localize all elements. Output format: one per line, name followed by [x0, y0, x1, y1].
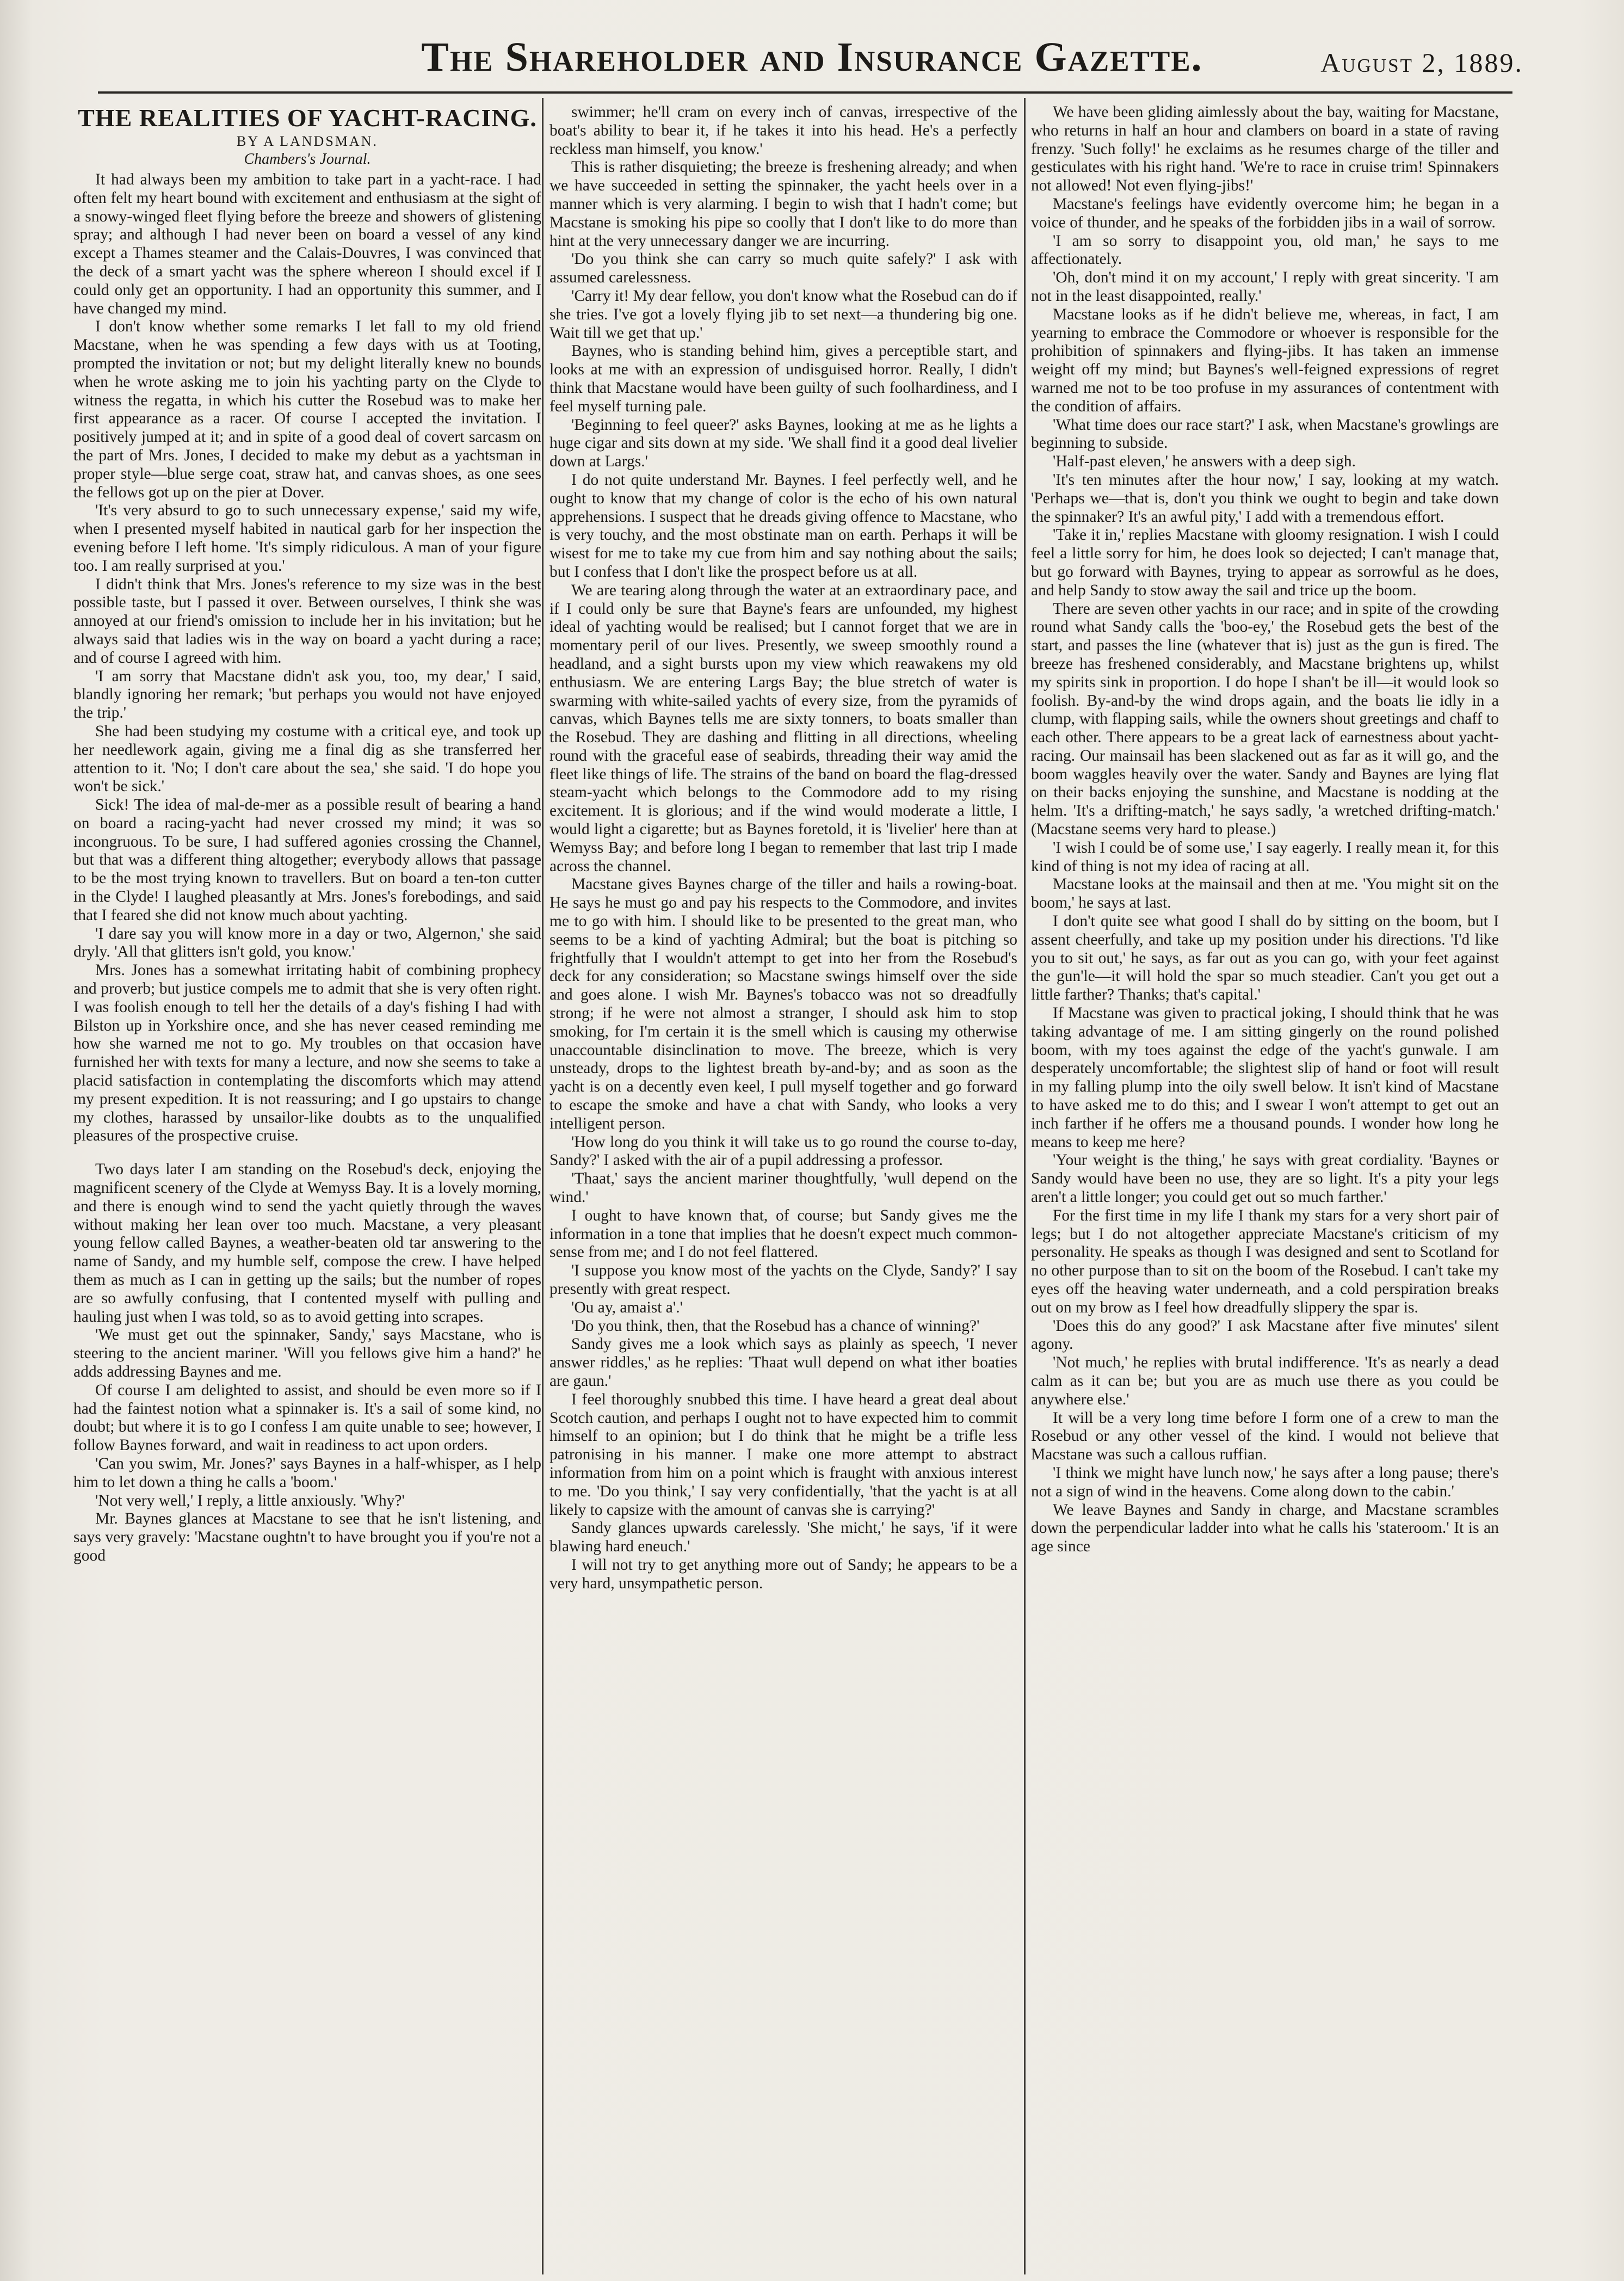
- article-paragraph: Of course I am delighted to assist, and should be even more so if I had the faintest notion what a spinnaker is. It's a sail of some kind, no doubt; but where it is to go I confess I am quite unable to see; however, I follow Baynes forward, and wait in readiness to act upon orders.: [73, 1381, 541, 1454]
- masthead-rule: [98, 91, 1512, 94]
- article-paragraph: 'I am so sorry to disappoint you, old man,' he says to me affectionately.: [1031, 232, 1499, 268]
- article-paragraph: I don't know whether some remarks I let fall to my old friend Macstane, when he was spending a few days with us at Tooting, prompted the invitation or not; but my delight literally knew no bounds when he wrote asking me to join his yachting party on the Clyde to witness the regatta, in which his cutter the Rosebud was to make her first appearance as a racer. Of course I accepted the invitation. I positively jumped at it; and in spite of a good deal of covert sarcasm on the part of Mrs. Jones, I decided to make my debut as a yachtsman in proper style—blue serge coat, straw hat, and canvas shoes, as one sees the fellows got up on the pier at Dover.: [73, 318, 541, 501]
- article-paragraph: 'Beginning to feel queer?' asks Baynes, looking at me as he lights a huge cigar and sits down at my side. 'We shall find it a good deal livelier down at Largs.': [549, 416, 1017, 471]
- article-paragraph: 'I am sorry that Macstane didn't ask you, too, my dear,' I said, blandly ignoring her remark; 'but perhaps you would not have enjoyed the trip.': [73, 667, 541, 722]
- article-paragraph: It had always been my ambition to take part in a yacht-race. I had often felt my heart bound with excitement and enthusiasm at the sight of a snowy-winged fleet flying before the breeze and showers of glistening spray; and although I had never been on board a vessel of any kind except a Thames steamer and the Calais-Douvres, I was convinced that the deck of a smart yacht was the sphere whereon I should excel if I could only get an opportunity. I had an opportunity this summer, and I have changed my mind.: [73, 171, 541, 317]
- article-byline: BY A LANDSMAN.: [237, 133, 378, 149]
- article-paragraph: Sandy glances upwards carelessly. 'She micht,' he says, 'if it were blawing hard eneuch.': [549, 1519, 1017, 1556]
- article-paragraph: I will not try to get anything more out of Sandy; he appears to be a very hard, unsympathetic person.: [549, 1556, 1017, 1592]
- article-paragraph: I do not quite understand Mr. Baynes. I feel perfectly well, and he ought to know that my change of color is the echo of his own natural apprehensions. I suspect that he dreads giving offence to Macstane, who is very touchy, and the most obstinate man on earth. Perhaps it will be wisest for me to take my cue from him and say nothing about the sails; but I confess that I don't like the prospect before us at all.: [549, 471, 1017, 581]
- article-paragraph: Mr. Baynes glances at Macstane to see that he isn't listening, and says very gravely: 'Macstane oughtn't to have brought you if you're not a good: [73, 1510, 541, 1564]
- article-paragraph: 'Your weight is the thing,' he says with great cordiality. 'Baynes or Sandy would have been no use, they are so light. It's a pity your legs aren't a little longer; you could get out so much farther.': [1031, 1151, 1499, 1206]
- article-paragraph: 'I think we might have lunch now,' he says after a long pause; there's not a sign of wind in the heavens. Come along down to the cabin.': [1031, 1464, 1499, 1500]
- column-1-body: [73, 171, 541, 1565]
- article-paragraph: 'Oh, don't mind it on my account,' I reply with great sincerity. 'I am not in the least disappointed, really.': [1031, 269, 1499, 305]
- article-paragraph: She had been studying my costume with a critical eye, and took up her needlework again, giving me a final dig as she transferred her attention to it. 'No; I don't care about the sea,' she said. 'I do hope you won't be sick.': [73, 722, 541, 796]
- article-paragraph: 'Can you swim, Mr. Jones?' says Baynes in a half-whisper, as I help him to let down a thing he calls a 'boom.': [73, 1454, 541, 1491]
- article-paragraph: 'Do you think she can carry so much quite safely?' I ask with assumed carelessness.: [549, 250, 1017, 287]
- article-title: THE REALITIES OF YACHT-RACING.: [78, 104, 537, 132]
- column-2: [549, 103, 1017, 2272]
- article-paragraph: If Macstane was given to practical joking, I should think that he was taking advantage of me. I am sitting gingerly on the round polished boom, with my toes against the edge of the yacht's gunwale. I am desperately uncomfortable; the slightest slip of hand or foot will result in my falling plump into the oily swell below. It isn't kind of Macstane to have asked me to do this; and I swear I won't attempt to get out an inch farther if he offers me a thousand pounds. I wonder how long he means to keep me here?: [1031, 1004, 1499, 1151]
- article-paragraph: 'It's very absurd to go to such unnecessary expense,' said my wife, when I presented myself habited in nautical garb for her inspection the evening before I left home. 'It's simply ridiculous. A man of your figure too. I am really surprised at you.': [73, 502, 541, 575]
- article-paragraph: 'Thaat,' says the ancient mariner thoughtfully, 'wull depend on the wind.': [549, 1170, 1017, 1206]
- article-paragraph: Macstane gives Baynes charge of the tiller and hails a rowing-boat. He says he must go and pay his respects to the Commodore, and invites me to go with him. I should like to be presented to the great man, who seems to be a kind of yachting Admiral; but the boat is pitching so frightfully that I wouldn't attempt to get into her from the Rosebud's deck for any consideration; so Macstane swings himself over the side and goes alone. I wish Mr. Baynes's tobacco was not so dreadfully strong; if he were not almost a stranger, I should ask him to stop smoking, for I'm certain it is the smell which is causing my otherwise unaccountable disinclination to move. The breeze, which is very unsteady, drops to the lightest breath by-and-by; and as soon as the yacht is on a decently even keel, I pull myself together and go forward to escape the smoke and have a chat with Sandy, who looks a very intelligent person.: [549, 876, 1017, 1132]
- column-divider: [542, 98, 544, 2274]
- column-2-body: [549, 103, 1017, 1593]
- article-paragraph: 'Carry it! My dear fellow, you don't know what the Rosebud can do if she tries. I've got a lovely flying jib to set next—a thundering big one. Wait till we get that up.': [549, 287, 1017, 342]
- article-paragraph: 'Ou ay, amaist a'.': [571, 1298, 683, 1316]
- column-divider: [1024, 98, 1026, 2274]
- issue-date: August 2, 1889.: [1320, 47, 1523, 78]
- article-paragraph: 'Does this do any good?' I ask Macstane after five minutes' silent agony.: [1031, 1317, 1499, 1353]
- article-paragraph: We are tearing along through the water at an extraordinary pace, and if I could only be sure that Bayne's fears are unfounded, my highest ideal of yachting would be realised; but I cannot forget that we are in momentary peril of our lives. Presently, we sweep smoothly round a headland, and a sight bursts upon my view which reawakens my old enthusiasm. We are entering Largs Bay; the blue stretch of water is swarming with white-sailed yachts of every size, from the pyramids of canvas, which Baynes tells me are sixty tonners, to boats smaller than the Rosebud. They are dashing and flitting in all directions, wheeling round with the graceful ease of seabirds, threading their way amid the fleet like things of life. The strains of the band on board the flag-dressed steam-yacht which belongs to the Commodore add to my rising excitement. It is glorious; and if the wind would moderate a little, I would light a cigarette; but as Baynes foretold, it is 'livelier' here than at Wemyss Bay; and before long I began to remember that last trip I made across the channel.: [549, 581, 1017, 875]
- article-paragraph: 'I wish I could be of some use,' I say eagerly. I really mean it, for this kind of thing is not my idea of racing at all.: [1031, 839, 1499, 875]
- article-paragraph: Sick! The idea of mal-de-mer as a possible result of bearing a hand on board a racing-yacht had never crossed my mind; it was so incongruous. To be sure, I had suffered agonies crossing the Channel, but that was a different thing altogether; everybody allows that passage to be the most trying known to travellers. But on board a ten-ton cutter in the Clyde! I laughed pleasantly at Mrs. Jones's forebodings, and said that I feared she did not know much about yachting.: [73, 796, 541, 924]
- article-paragraph: swimmer; he'll cram on every inch of canvas, irrespective of the boat's ability to bear it, if he takes it into his head. He's a perfectly reckless man himself, you know.': [549, 103, 1017, 158]
- article-paragraph: Mrs. Jones has a somewhat irritating habit of combining prophecy and proverb; but justice compels me to admit that she is very often right. I was foolish enough to tell her the details of a day's fishing I had with Bilston up in Yorkshire once, and she has never ceased reminding me how she warned me not to go. My troubles on that occasion have furnished her with texts for many a lecture, and now she seems to take a placid satisfaction in contemplating the discomforts which may attend my present expedition. It is not reassuring; and I go upstairs to change my clothes, harassed by unsailor-like doubts as to the unqualified pleasures of the prospective cruise.: [73, 961, 541, 1145]
- newspaper-title: The Shareholder and Insurance Gazette.: [421, 34, 1203, 80]
- article-paragraph: Macstane looks as if he didn't believe me, whereas, in fact, I am yearning to embrace the Commodore or whoever is responsible for the prohibition of spinnakers and flying-jibs. It has taken an immense weight off my mind; but Baynes's well-feigned expressions of regret warned me not to be too profuse in my assurances of contentment with the condition of affairs.: [1031, 305, 1499, 415]
- article-paragraph: We have been gliding aimlessly about the bay, waiting for Macstane, who returns in half an hour and clambers on board in a state of raving frenzy. 'Such folly!' he exclaims as he resumes charge of the tiller and gesticulates with his right hand. 'We're to race in cruise trim! Spinnakers not allowed! Not even flying-jibs!': [1031, 103, 1499, 195]
- article-paragraph: 'Do you think, then, that the Rosebud has a chance of winning?': [571, 1317, 980, 1335]
- article-paragraph: 'I suppose you know most of the yachts on the Clyde, Sandy?' I say presently with great respect.: [549, 1262, 1017, 1298]
- article-paragraph: 'It's ten minutes after the hour now,' I say, looking at my watch. 'Perhaps we—that is, don't you think we ought to begin and take down the spinnaker? It's an awful pity,' I add with a tremendous effort.: [1031, 471, 1499, 526]
- article-source: Chambers's Journal.: [244, 151, 371, 168]
- article-paragraph: This is rather disquieting; the breeze is freshening already; and when we have succeeded in setting the spinnaker, the yacht heels over in a manner which is very alarming. I begin to wish that I hadn't come; but Macstane is smoking his pipe so coolly that I don't like to do more than hint at the very unnecessary danger we are incurring.: [549, 158, 1017, 250]
- article-paragraph: 'Take it in,' replies Macstane with gloomy resignation. I wish I could feel a little sorry for him, he does look so dejected; I can't manage that, but go forward with Baynes, trying to appear as sorrowful as he does, and help Sandy to stow away the sail and trice up the boom.: [1031, 526, 1499, 599]
- column-3-body: [1031, 103, 1499, 1556]
- masthead: [0, 0, 1624, 98]
- article-paragraph: I ought to have known that, of course; but Sandy gives me the information in a tone that implies that he doesn't expect much common-sense from me; and I do not feel flattered.: [549, 1206, 1017, 1261]
- article-paragraph: For the first time in my life I thank my stars for a very short pair of legs; but I do not altogether appreciate Macstane's criticism of my personality. He speaks as though I was designed and sent to Scotland for no other purpose than to sit on the boom of the Rosebud. I can't take my eyes off the heaving water underneath, and a cold perspiration breaks out on my brow as I feel how dreadfully slippery the spar is.: [1031, 1206, 1499, 1316]
- article-paragraph: Macstane's feelings have evidently overcome him; he began in a voice of thunder, and he speaks of the forbidden jibs in a wail of sorrow.: [1031, 195, 1499, 231]
- article-paragraph: 'How long do you think it will take us to go round the course to-day, Sandy?' I asked with the air of a pupil addressing a professor.: [549, 1133, 1017, 1169]
- article-paragraph: 'What time does our race start?' I ask, when Macstane's growlings are beginning to subside.: [1031, 416, 1499, 452]
- article-paragraph: I don't quite see what good I shall do by sitting on the boom, but I assent cheerfully, and take up my position under his directions. 'I'd like you to sit out,' he says, as far out as you can go, with your feet against the gun'le—it will hold the spar so much steadier. Can't you get out a little farther? Thanks; that's capital.': [1031, 913, 1499, 1004]
- article-paragraph: Two days later I am standing on the Rosebud's deck, enjoying the magnificent scenery of the Clyde at Wemyss Bay. It is a lovely morning, and there is enough wind to send the yacht quietly through the waves without making her lean over too much. Macstane, a very pleasant young fellow called Baynes, a weather-beaten old tar answering to the name of Sandy, and my humble self, compose the crew. I have helped them as much as I can in getting up the sails; but the number of ropes are so awfully confusing, that I contented myself with pulling and hauling just when I was told, so as to avoid getting into scrapes.: [73, 1161, 541, 1326]
- article-paragraph: Macstane looks at the mainsail and then at me. 'You might sit on the boom,' he says at last.: [1031, 876, 1499, 912]
- article-paragraph: I didn't think that Mrs. Jones's reference to my size was in the best possible taste, but I passed it over. Between ourselves, I think she was annoyed at our friend's omission to include her in his invitation; but he always said that ladies wis in the way on board a yacht during a race; and of course I agreed with him.: [73, 575, 541, 667]
- article-paragraph: 'I dare say you will know more in a day or two, Algernon,' she said dryly. 'All that glitters isn't gold, you know.': [73, 924, 541, 961]
- article-paragraph: 'Not very well,' I reply, a little anxiously. 'Why?': [95, 1491, 405, 1509]
- article-paragraph: We leave Baynes and Sandy in charge, and Macstane scrambles down the perpendicular ladder into what he calls his 'stateroom.' It is an age since: [1031, 1501, 1499, 1556]
- article-paragraph: Baynes, who is standing behind him, gives a perceptible start, and looks at me with an expression of undisguised horror. Really, I didn't think that Macstane would have been guilty of such foolhardiness, and I feel myself turning pale.: [549, 342, 1017, 415]
- article-paragraph: 'Half-past eleven,' he answers with a deep sigh.: [1053, 453, 1356, 471]
- article-paragraph: Sandy gives me a look which says as plainly as speech, 'I never answer riddles,' as he replies: 'Thaat wull depend on what ither boaties are gaun.': [549, 1335, 1017, 1390]
- article-paragraph: I feel thoroughly snubbed this time. I have heard a great deal about Scotch caution, and perhaps I ought not to have expected him to commit himself to an opinion; but I do think that he might be a trifle less patronising in his manner. I make one more attempt to abstract information from him on a point which is fraught with anxious interest to me. 'Do you think,' I say very confidentially, 'that the yacht is at all likely to capsize with the amount of canvas she is carrying?': [549, 1390, 1017, 1519]
- article-paragraph: 'We must get out the spinnaker, Sandy,' says Macstane, who is steering to the ancient mariner. 'Will you fellows give him a hand?' he adds addressing Baynes and me.: [73, 1326, 541, 1380]
- article-paragraph: It will be a very long time before I form one of a crew to man the Rosebud or any other vessel of the kind. I would not believe that Macstane was such a callous ruffian.: [1031, 1409, 1499, 1464]
- column-1: [73, 103, 541, 2272]
- article-paragraph: 'Not much,' he replies with brutal indifference. 'It's as nearly a dead calm as it can be; but you are as much use there as you could be anywhere else.': [1031, 1354, 1499, 1408]
- column-3: [1031, 103, 1499, 2272]
- article-paragraph: There are seven other yachts in our race; and in spite of the crowding round what Sandy calls the 'boo-ey,' the Rosebud gets the best of the start, and passes the line (whatever that is) just as the gun is fired. The breeze has freshened considerably, and Macstane brightens up, whilst my spirits sink in proportion. I do hope I shan't be ill—it would look so foolish. By-and-by the wind drops again, and the boats lie idly in a clump, with flapping sails, while the owners shout greetings and chaff to each other. There appears to be a great lack of earnestness about yacht-racing. Our mainsail has been slackened out as far as it will go, and the boom waggles heavily over the water. Sandy and Baynes are lying flat on their backs enjoying the sunshine, and Macstane is nodding at the helm. 'It's a drifting-match,' he says sadly, 'a wretched drifting-match.' (Macstane seems very hard to please.): [1031, 600, 1499, 839]
